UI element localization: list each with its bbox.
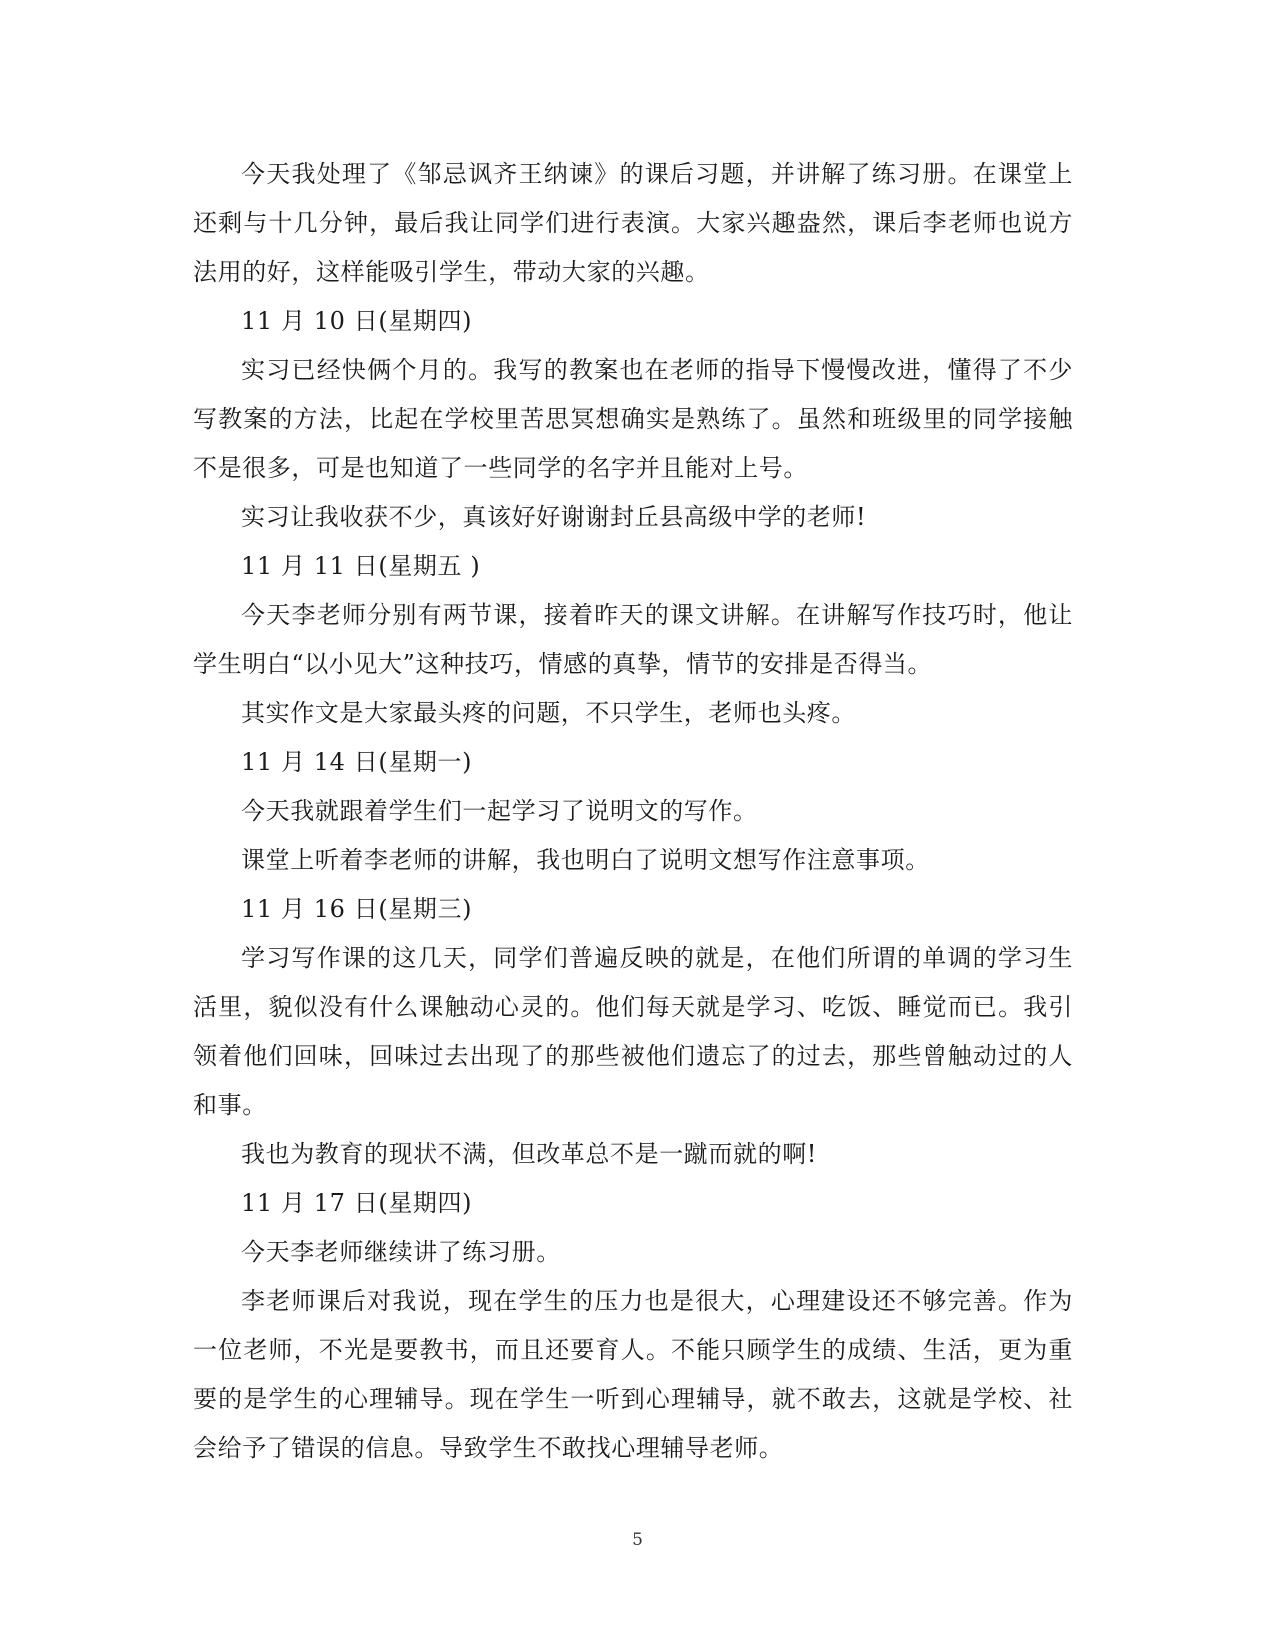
paragraph-psychology: 李老师课后对我说，现在学生的压力也是很大，心理建设还不够完善。作为一位老师，不光是要教书，而且还要育人。不能只顾学生的成绩、生活，更为重要的是学生的心理辅导。现在学生一听到心理辅导，就不敢去，这就是学校、社会给予了错误的信息。导致学生不敢找心理辅导老师。 bbox=[193, 1287, 1073, 1462]
paragraph-listening: 课堂上听着李老师的讲解，我也明白了说明文想写作注意事项。 bbox=[241, 846, 930, 874]
paragraph-intro: 今天我处理了《邹忌讽齐王纳谏》的课后习题，并讲解了练习册。在课堂上还剩与十几分钟，最后我让同学们进行表演。大家兴趣盎然，课后李老师也说方法用的好，这样能吸引学生，带动大家的兴趣。 bbox=[193, 160, 1073, 286]
paragraph-workbook: 今天李老师继续讲了练习册。 bbox=[241, 1238, 561, 1266]
page-number: 5 bbox=[632, 1530, 643, 1550]
paragraph-thanks: 实习让我收获不少，真该好好谢谢封丘县高级中学的老师! bbox=[241, 503, 867, 531]
document-body bbox=[193, 150, 1073, 1473]
date-heading-nov-11: 11 月 11 日(星期五 ) bbox=[241, 552, 481, 580]
paragraph-student-life: 学习写作课的这几天，同学们普遍反映的就是，在他们所谓的单调的学习生活里，貌似没有什么课触动心灵的。他们每天就是学习、吃饭、睡觉而已。我引领着他们回味，回味过去出现了的那些被他们遗忘了的过去，那些曾触动过的人和事。 bbox=[193, 944, 1073, 1119]
date-heading-nov-14: 11 月 14 日(星期一) bbox=[241, 748, 473, 776]
paragraph-lesson-plans: 实习已经快俩个月的。我写的教案也在老师的指导下慢慢改进，懂得了不少写教案的方法，比起在学校里苦思冥想确实是熟练了。虽然和班级里的同学接触不是很多，可是也知道了一些同学的名字并且能对上号。 bbox=[193, 356, 1073, 482]
paragraph-education-reform: 我也为教育的现状不满，但改革总不是一蹴而就的啊! bbox=[241, 1140, 818, 1168]
paragraph-composition: 其实作文是大家最头疼的问题，不只学生，老师也头疼。 bbox=[241, 699, 856, 727]
date-heading-nov-10: 11 月 10 日(星期四) bbox=[241, 307, 473, 335]
date-heading-nov-16: 11 月 16 日(星期三) bbox=[241, 895, 473, 923]
date-heading-nov-17: 11 月 17 日(星期四) bbox=[241, 1189, 473, 1217]
paragraph-expository-writing: 今天我就跟着学生们一起学习了说明文的写作。 bbox=[241, 797, 758, 825]
paragraph-writing-skills: 今天李老师分别有两节课，接着昨天的课文讲解。在讲解写作技巧时，他让学生明白“以小见大”这种技巧，情感的真挚，情节的安排是否得当。 bbox=[193, 601, 1073, 678]
